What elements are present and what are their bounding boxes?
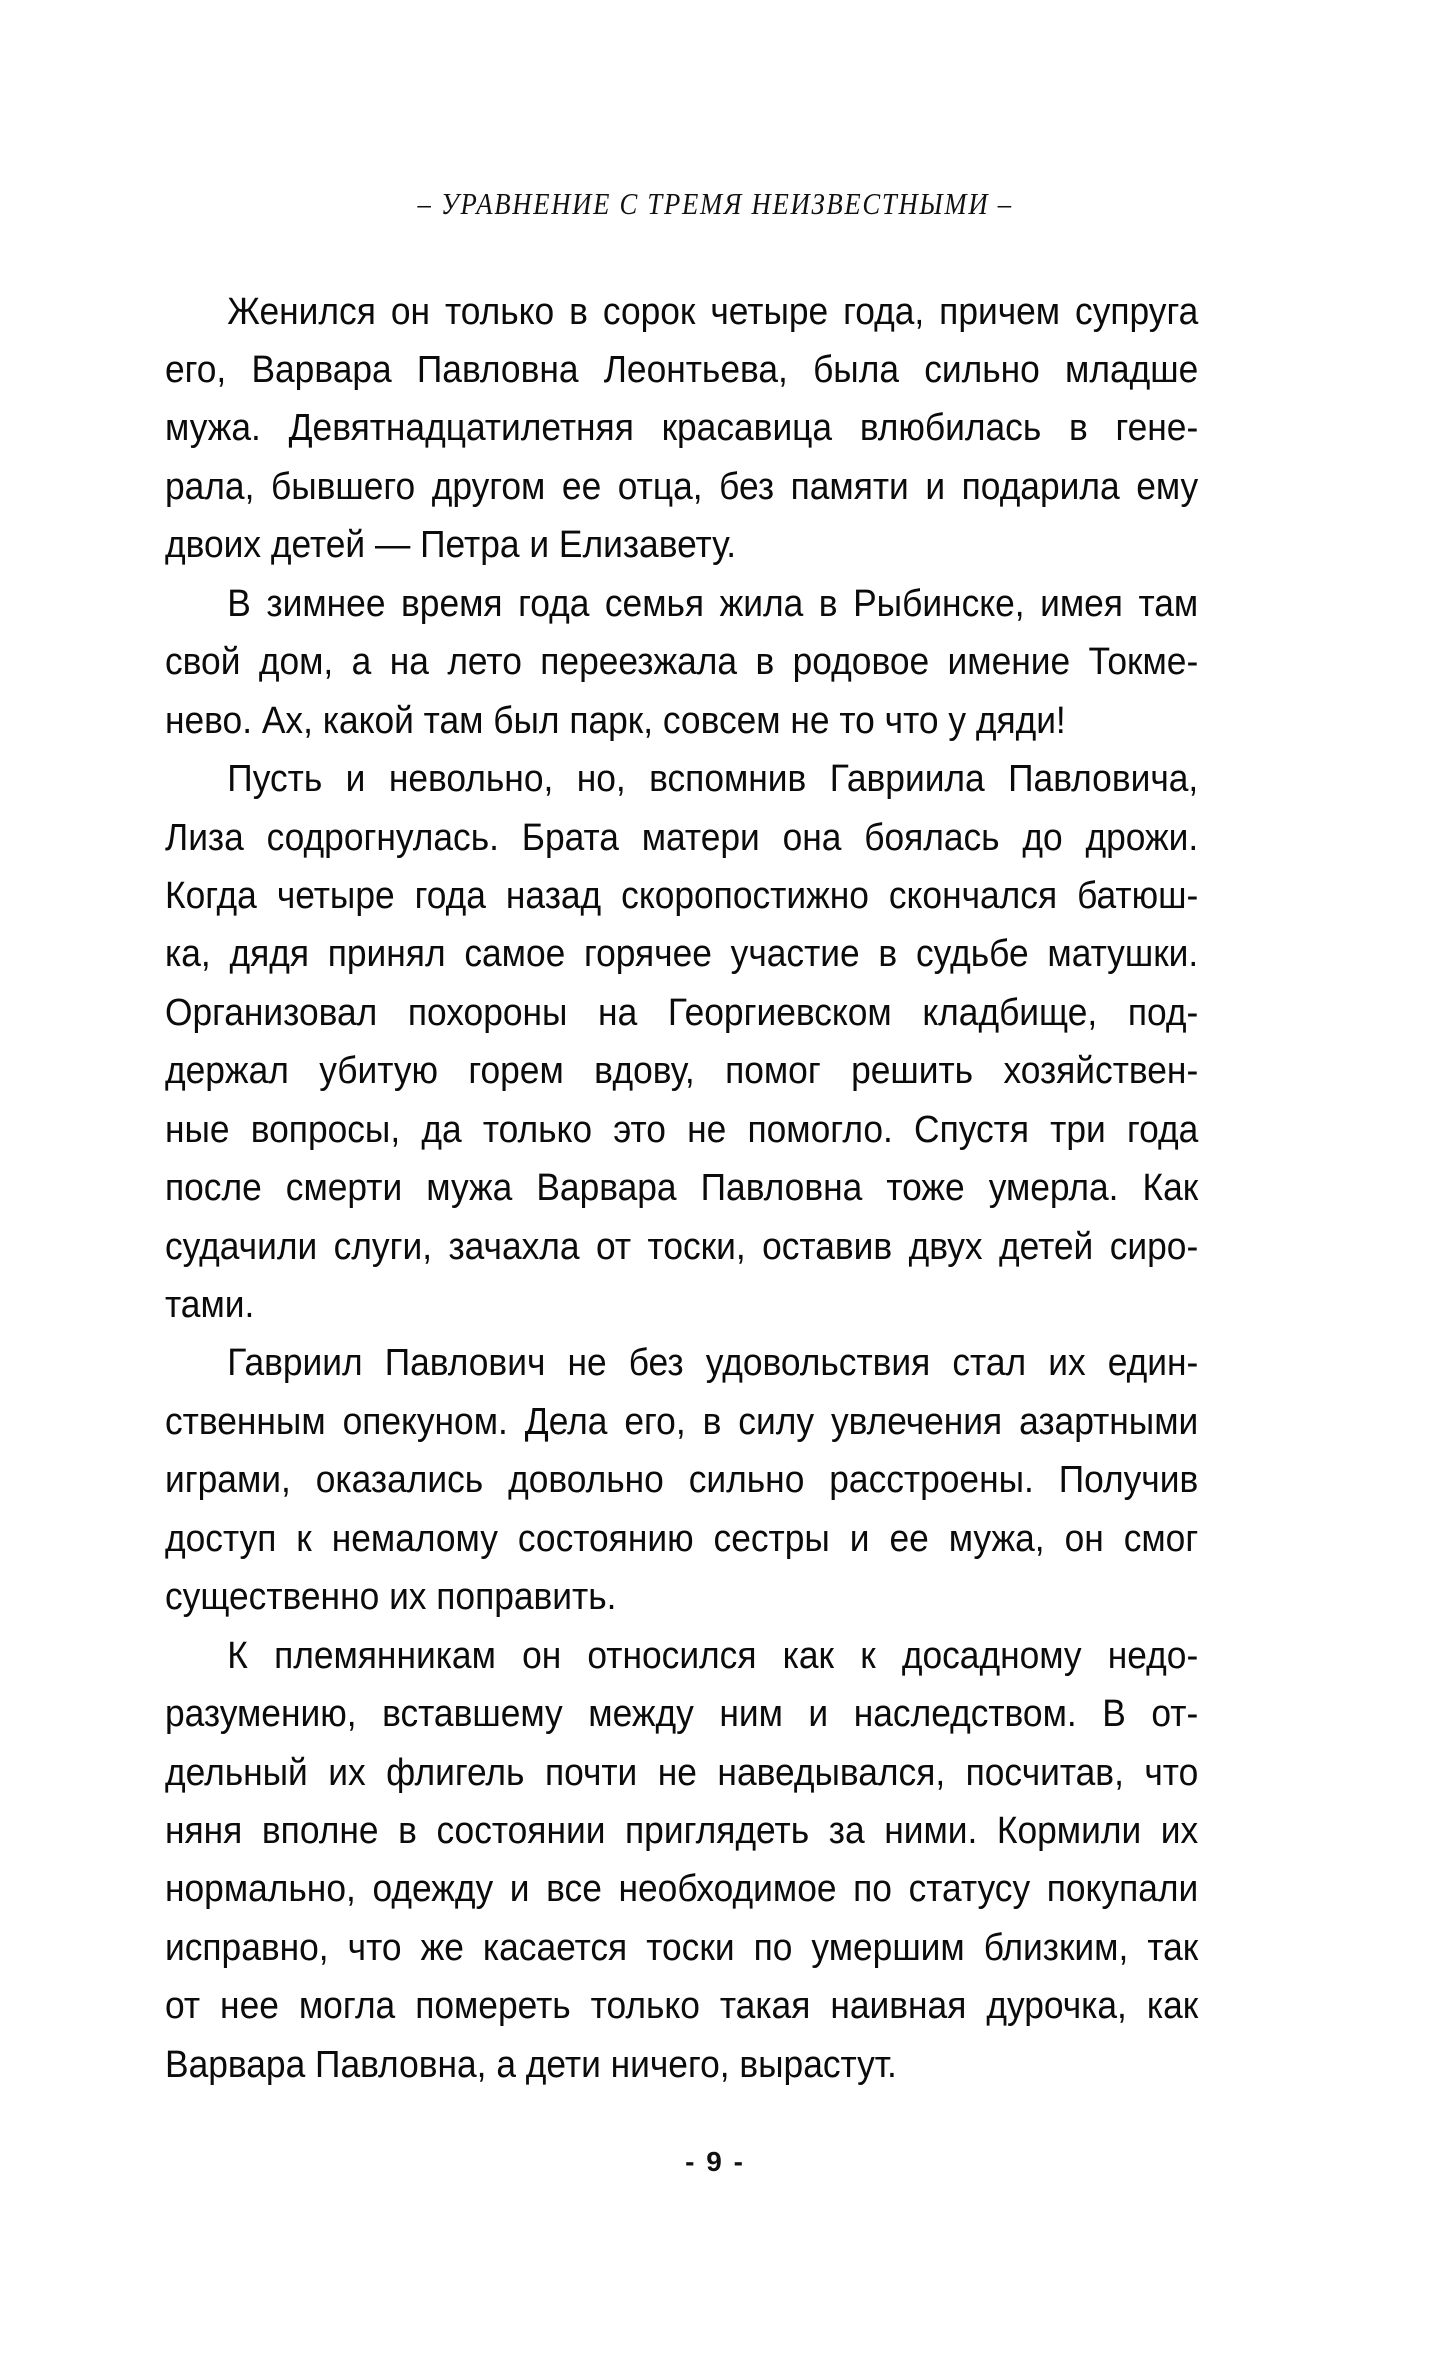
paragraph-2-line-2: свой дом, а на лето переезжала в родовое имение Токме- bbox=[165, 641, 1199, 684]
paragraph-3-line-7: ные вопросы, да только это не помогло. Спустя три года bbox=[165, 1108, 1199, 1151]
paragraph-5-line-8: Варвара Павловна, а дети ничего, вырастут. bbox=[165, 2043, 897, 2086]
paragraph-5-line-4: няня вполне в состоянии приглядеть за ними. Кормили их bbox=[165, 1809, 1199, 1852]
paragraph-3-line-6: держал убитую горем вдову, помог решить хозяйствен- bbox=[165, 1050, 1199, 1093]
paragraph-5-line-6: исправно, что же касается тоски по умершим близким, так bbox=[165, 1926, 1199, 1969]
paragraph-4-line-4: доступ к немалому состоянию сестры и ее мужа, он смог bbox=[165, 1517, 1199, 1560]
paragraph-3-line-10: тами. bbox=[165, 1284, 255, 1327]
paragraph-4-line-3: играми, оказались довольно сильно расстроены. Получив bbox=[165, 1459, 1199, 1502]
page-number-text: - 9 - bbox=[685, 2146, 745, 2177]
paragraph-3-line-9: судачили слуги, зачахла от тоски, оставив двух детей сиро- bbox=[165, 1225, 1199, 1268]
paragraph-1-line-2: его, Варвара Павловна Леонтьева, была сильно младше bbox=[165, 349, 1199, 392]
paragraph-4-line-1: Гавриил Павлович не без удовольствия стал их един- bbox=[227, 1342, 1199, 1385]
paragraph-3-line-4: ка, дядя принял самое горячее участие в судьбе матушки. bbox=[165, 933, 1199, 976]
paragraph-5-line-1: К племянникам он относился как к досадному недо- bbox=[227, 1634, 1199, 1677]
paragraph-3-line-5: Организовал похороны на Георгиевском кладбище, под- bbox=[165, 991, 1199, 1034]
running-head bbox=[0, 184, 1430, 224]
paragraph-3-line-3: Когда четыре года назад скоропостижно скончался батюш- bbox=[165, 874, 1199, 917]
paragraph-1-line-3: мужа. Девятнадцатилетняя красавица влюбилась в гене- bbox=[165, 407, 1199, 450]
paragraph-1-line-5: двоих детей — Петра и Елизавету. bbox=[165, 524, 737, 567]
paragraph-2-line-3: нево. Ах, какой там был парк, совсем не то что у дяди! bbox=[165, 699, 1066, 742]
running-head-title: – УРАВНЕНИЕ С ТРЕМЯ НЕИЗВЕСТНЫМИ – bbox=[417, 186, 1013, 221]
paragraph-4-line-2: ственным опекуном. Дела его, в силу увлечения азартными bbox=[165, 1400, 1199, 1443]
paragraph-5-line-7: от нее могла помереть только такая наивная дурочка, как bbox=[165, 1985, 1199, 2028]
paragraph-1-line-4: рала, бывшего другом ее отца, без памяти и подарила ему bbox=[165, 465, 1199, 508]
paragraph-3-line-2: Лиза содрогнулась. Брата матери она боялась до дрожи. bbox=[165, 816, 1199, 859]
page-number bbox=[0, 2145, 1430, 2179]
paragraph-4-line-5: существенно их поправить. bbox=[165, 1576, 617, 1619]
paragraph-5-line-3: дельный их флигель почти не наведывался, посчитав, что bbox=[165, 1751, 1199, 1794]
paragraph-5-line-5: нормально, одежду и все необходимое по статусу покупали bbox=[165, 1868, 1199, 1911]
paragraph-5-line-2: разумению, вставшему между ним и наследством. В от- bbox=[165, 1693, 1199, 1736]
paragraph-3-line-1: Пусть и невольно, но, вспомнив Гавриила Павловича, bbox=[227, 758, 1199, 801]
paragraph-3-line-8: после смерти мужа Варвара Павловна тоже умерла. Как bbox=[165, 1167, 1199, 1210]
paragraph-2-line-1: В зимнее время года семья жила в Рыбинске, имея там bbox=[227, 582, 1199, 625]
paragraph-1-line-1: Женился он только в сорок четыре года, причем супруга bbox=[227, 290, 1199, 333]
body-text bbox=[165, 283, 1198, 2095]
